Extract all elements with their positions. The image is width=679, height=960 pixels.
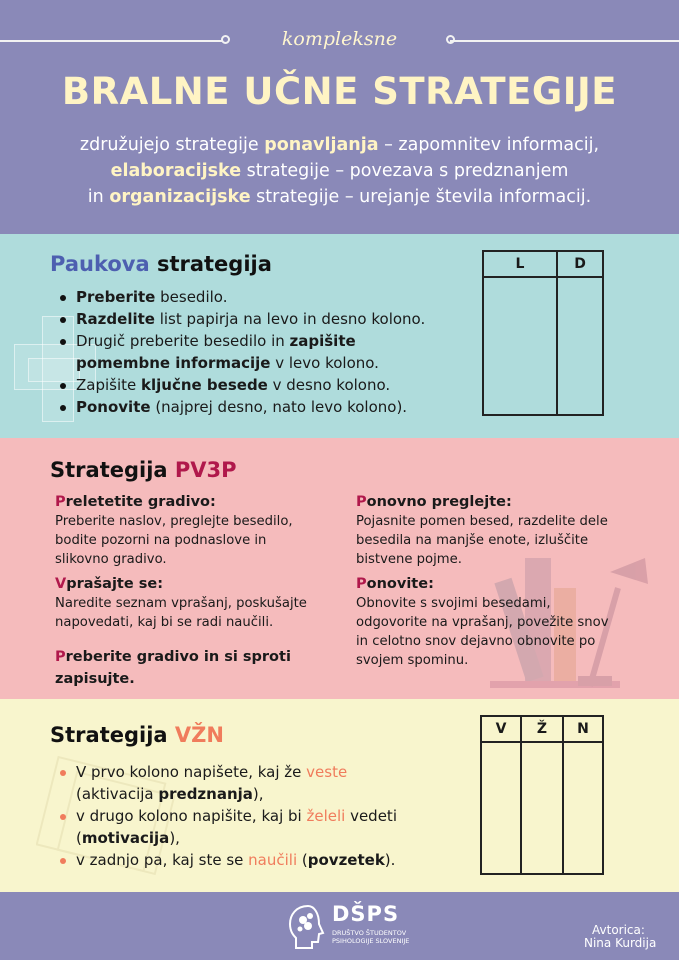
logo-subtitle [332,929,409,945]
step-text: V prvo kolono napišete, kaj že [76,763,307,781]
step-bold: zapišite [289,332,356,350]
list-item [58,849,428,871]
step-bold: pomembne informacije [76,354,271,372]
head-logo-icon [286,902,330,952]
step-initial: P [55,494,66,510]
author-credit [584,924,656,950]
step-initial: P [356,576,367,592]
step-bold: Preberite [76,288,156,306]
intro-highlight: ponavljanja [264,135,379,155]
step-highlight: naučili [248,851,298,869]
list-item [58,308,458,330]
intro-line-2 [0,158,679,184]
logo-subtitle-line: DRUŠTVO ŠTUDENTOV [332,929,407,937]
intro-text: združujejo strategije [79,135,265,155]
step-title-rest: reberite gradivo in si sproti zapisujte. [55,649,291,687]
section-paukova [0,234,679,438]
step-text: ), [252,785,264,803]
intro-highlight: organizacijske [109,187,251,207]
step-initial: P [55,649,66,665]
intro-text: strategije – povezava s predznanjem [241,161,569,181]
pv3p-left-column [55,492,315,690]
heading-text: Strategija [50,723,175,747]
table-header-cell: N [577,721,589,737]
step-bold: Razdelite [76,310,155,328]
step-text: ). [384,851,396,869]
heading-accent: VŽN [174,723,224,747]
step-title [55,574,315,594]
header-kicker: kompleksne [281,28,398,50]
step-body: Pojasnite pomen besed, razdelite dele besedila na manjše enote, izluščite bistvene pojme. [356,514,608,567]
step-bold: predznanja [158,785,253,803]
logo-name: DŠPS [332,902,400,926]
step-highlight: želeli [306,807,346,825]
table-header-cell: V [495,721,507,737]
heading-text: Strategija [50,458,175,482]
intro-highlight: elaboracijske [110,161,242,181]
vzn-table [480,715,604,875]
intro-text: – zapomnitev informacij, [378,135,600,155]
pv3p-heading [50,458,237,482]
intro-line-3 [0,184,679,210]
heading-accent: Paukova [50,252,150,276]
step-title-rest: prašajte se: [66,576,164,592]
header-panel [0,0,679,234]
step-bold: motivacija [81,829,170,847]
step-text: Drugič preberite besedilo in [76,332,290,350]
step-text: (najprej desno, nato levo kolono). [150,398,408,416]
ld-table [482,250,604,416]
step-text: v desno kolono. [267,376,391,394]
list-item [58,805,428,849]
step-bold: Ponovite [76,398,151,416]
step-initial: V [55,576,67,592]
step-title-rest: reletetite gradivo: [65,494,216,510]
table-divider [556,252,558,414]
list-item [58,761,428,805]
header-intro [0,132,679,210]
step-title [55,492,315,512]
list-item [58,396,458,418]
step-text: v zadnjo pa, kaj ste se [76,851,249,869]
step-text: vedeti ( [76,807,397,847]
intro-line-1 [0,132,679,158]
step-text: Zapišite [76,376,142,394]
lamp-base [578,676,612,686]
author-name: Nina Kurdija [584,936,657,950]
step-initial: P [356,494,367,510]
step-text: besedilo. [155,288,228,306]
step-text: ( [297,851,308,869]
list-item [58,374,458,396]
vzn-steps [58,761,428,871]
step-text: (aktivacija [76,785,159,803]
step-bold: povzetek [307,851,385,869]
step-title-rest: onovno preglejte: [366,494,512,510]
paukova-steps [58,286,458,418]
step-body: Naredite seznam vprašanj, poskušajte napovedati, kaj bi se radi naučili. [55,596,307,630]
heading-text: strategija [149,252,272,276]
table-header-cell: D [574,256,586,272]
paukova-heading [50,252,272,276]
intro-text: in [87,187,110,207]
step-highlight: veste [306,763,348,781]
pv3p-right-column [356,492,636,675]
step-title [356,492,636,512]
section-pv3p [0,438,679,699]
list-item [58,330,458,374]
footer-panel [0,892,679,960]
heading-accent: PV3P [174,458,237,482]
step-title [55,646,305,690]
step-text: v drugo kolono napišite, kaj bi [76,807,307,825]
step-text: list papirja na levo in desno kolono. [154,310,426,328]
table-header-cell: L [515,256,525,272]
step-body: Preberite naslov, preglejte besedilo, bodite pozorni na podnaslove in slikovno gradivo. [55,514,293,567]
step-bold: ključne besede [141,376,268,394]
step-text: v levo kolono. [270,354,379,372]
page-title: BRALNE UČNE STRATEGIJE [61,70,618,113]
step-body: Obnovite s svojimi besedami, odgovorite na vprašanj, povežite snov in celotno snov dejavno obnovite po svojem spominu. [356,596,609,668]
step-title [356,574,636,594]
author-label: Avtorica: [592,923,645,937]
list-item [58,286,458,308]
intro-text: strategije – urejanje števila informacij. [250,187,592,207]
table-header-cell: Ž [536,721,548,737]
logo-subtitle-line: PSIHOLOGIJE SLOVENIJE [332,937,410,945]
step-title-rest: onovite: [366,576,434,592]
vzn-heading [50,723,224,747]
section-vzn [0,699,679,892]
step-text: ), [169,829,180,847]
